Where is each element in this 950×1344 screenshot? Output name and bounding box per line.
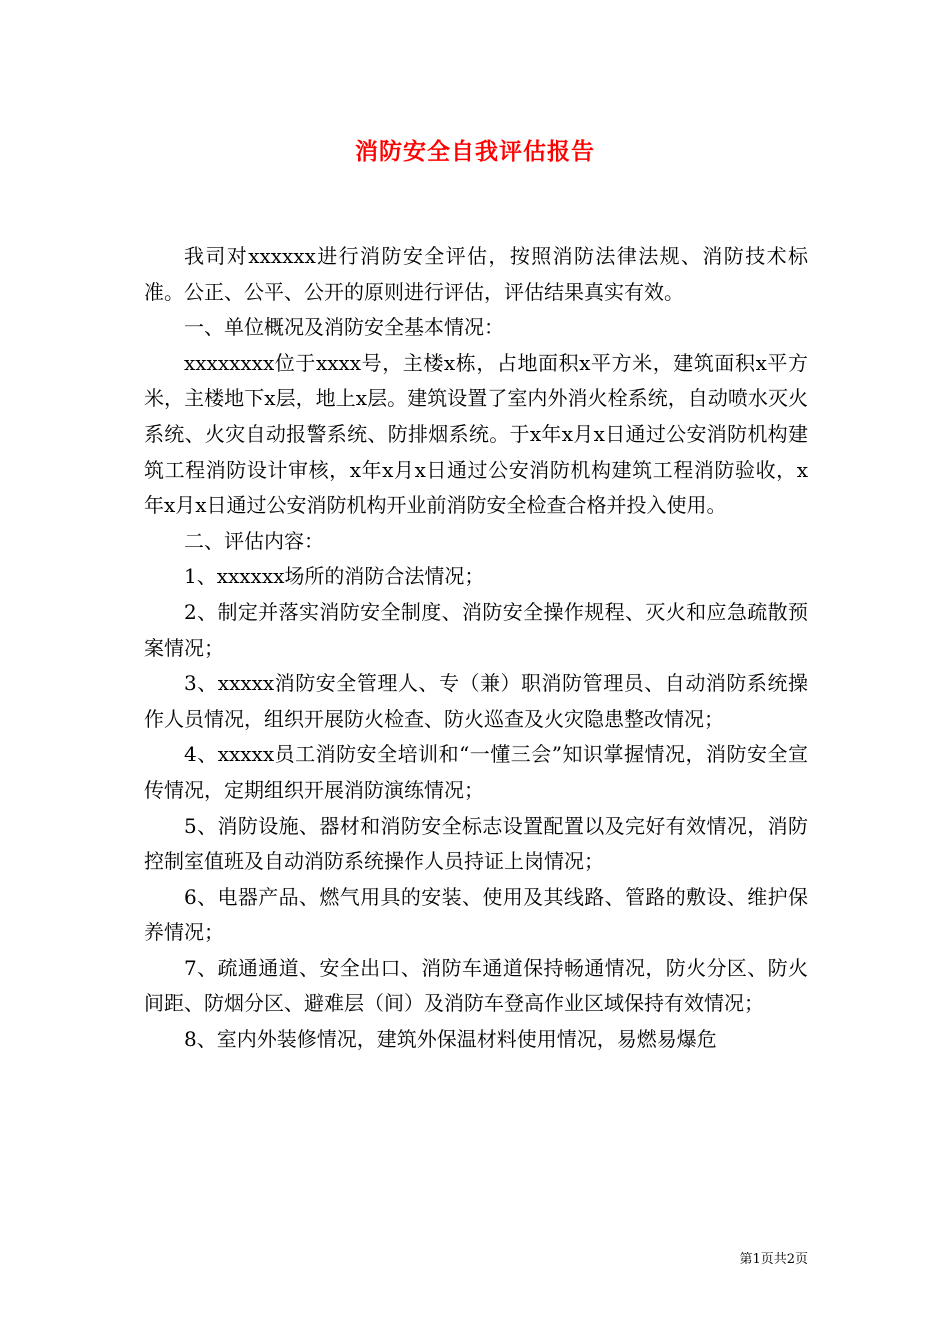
list-item-4: 4、xxxxx员工消防安全培训和“一懂三会”知识掌握情况，消防安全宣传情况，定期组织开展消防演练情况； <box>144 742 808 802</box>
list-item-6: 6、电器产品、燃气用具的安装、使用及其线路、管路的敷设、维护保养情况； <box>144 884 808 945</box>
section-heading-content: 二、评估内容： <box>184 528 324 553</box>
list-item-5: 5、消防设施、器材和消防安全标志设置配置以及完好有效情况，消防控制室值班及自动消防系统操作人员持证上岗情况； <box>144 813 808 874</box>
document-title: 消防安全自我评估报告 <box>355 138 595 165</box>
list-item-7: 7、疏通通道、安全出口、消防车通道保持畅通情况，防火分区、防火间距、防烟分区、避难层（间）及消防车登高作业区域保持有效情况； <box>144 955 808 1016</box>
list-item-2: 2、制定并落实消防安全制度、消防安全操作规程、灭火和应急疏散预案情况； <box>144 599 808 660</box>
section-heading-overview: 一、单位概况及消防安全基本情况： <box>184 315 504 340</box>
list-item-3: 3、xxxxx消防安全管理人、专（兼）职消防管理员、自动消防系统操作人员情况，组织开展防火检查、防火巡查及火灾隐患整改情况； <box>144 671 808 731</box>
list-item-1: 1、xxxxxx场所的消防合法情况； <box>184 564 485 589</box>
list-item-8: 8、室内外装修情况，建筑外保温材料使用情况，易燃易爆危 <box>184 1027 717 1052</box>
document-body <box>144 239 808 1058</box>
paragraph-overview: xxxxxxxx位于xxxx号，主楼x栋，占地面积x平方米，建筑面积x平方米，主楼地下x层，地上x层。建筑设置了室内外消火栓系统，自动喷水灭火系统、火灾自动报警系统、防排烟系统。于x年x月x日通过公安消防机构建筑工程消防设计审核，x年x月x日通过公安消防机构建筑工程消防验收，x年x月x日通过公安消防机构开业前消防安全检查合格并投入使用。 <box>144 350 808 518</box>
page-number: 第1页共2页 <box>739 1252 808 1267</box>
paragraph-intro: 我司对xxxxxx进行消防安全评估，按照消防法律法规、消防技术标准。公正、公平、公开的原则进行评估，评估结果真实有效。 <box>144 244 808 304</box>
